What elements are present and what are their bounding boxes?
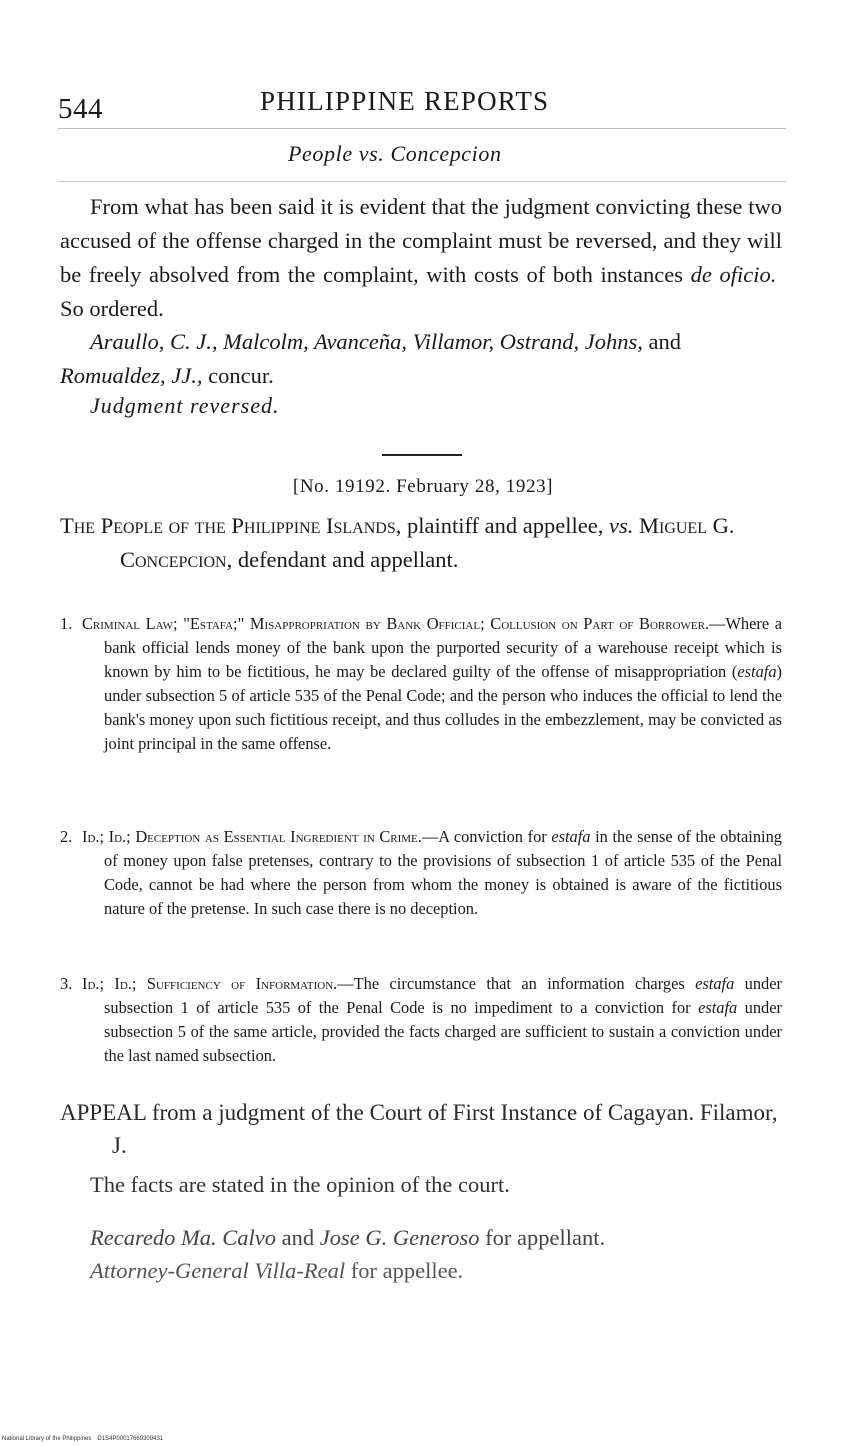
footer-id: D1S4P00017669309431 <box>97 1436 164 1442</box>
judgment-reversed: Judgment reversed. <box>90 393 280 418</box>
concur-last: Romualdez, JJ., <box>60 363 203 388</box>
syllabus-heading: Criminal Law; "Estafa;" Misappropriation by Bank Official; Collusion on Part of Borrower. <box>82 614 710 633</box>
concurrence <box>60 325 782 393</box>
appellant-counsel-1: Recaredo Ma. Calvo <box>90 1225 276 1250</box>
appellant-counsel-2: Jose G. Generoso <box>319 1225 480 1250</box>
plaintiff-role: plaintiff and appellee, <box>406 513 604 538</box>
syllabus-italic: estafa <box>551 827 591 846</box>
facts-line: The facts are stated in the opinion of the court. <box>90 1172 510 1197</box>
syllabus-number: 3. <box>60 974 73 993</box>
conclusion-italic: de oficio. <box>690 262 777 287</box>
versus: vs. <box>608 513 634 538</box>
case-parties <box>60 509 782 577</box>
conclusion-paragraph <box>60 190 782 326</box>
page-number: 544 <box>58 93 103 125</box>
appellant-role: for appellant. <box>485 1225 606 1250</box>
syllabus-text-end: under subsection 5 of the same article, provided the facts charged are sufficient to sustain a conviction under the last named subsection. <box>104 998 782 1065</box>
syllabus-text-mid: under subsection 1 of article 535 of the Penal Code is no impediment to a conviction for <box>104 974 782 1017</box>
conclusion-text: From what has been said it is evident that the judgment convicting these two accused of the offense charged in the complaint must be reversed, and they will be freely absolved from the complaint, with costs of both instances <box>60 194 782 287</box>
syllabus-item <box>60 972 782 1068</box>
concur-and: and <box>648 329 682 354</box>
syllabus-italic: estafa <box>695 974 735 993</box>
defendant-name: Miguel G. Concepcion, <box>120 513 735 572</box>
appellant-and: and <box>281 1225 315 1250</box>
case-title-rule <box>58 181 786 182</box>
syllabus-text: —A conviction for <box>421 827 547 846</box>
syllabus-text-end: ) under subsection 5 of article 535 of the Penal Code; and the person who induces the official to lend the bank's money upon such fictitious receipt, and thus colludes in the embezzlement, may be convicted as joint principal in the same offense. <box>104 662 782 753</box>
footer-library: National Library of the Philippines <box>2 1436 92 1442</box>
running-title: PHILIPPINE REPORTS <box>260 86 550 116</box>
appeal-text: from a judgment of the Court of First Instance of Cagayan. Filamor, J. <box>112 1100 778 1158</box>
appeal-lead: APPEAL <box>60 1100 147 1125</box>
syllabus-item <box>60 612 782 756</box>
concur-justices: Araullo, C. J., Malcolm, Avanceña, Villamor, Ostrand, Johns, <box>90 329 643 354</box>
so-ordered: So ordered. <box>60 296 164 321</box>
case-separator-rule <box>382 454 462 456</box>
scan-footer <box>2 1436 169 1442</box>
appeal-line <box>60 1096 782 1162</box>
appellee-counsel: Attorney-General Villa-Real <box>90 1258 346 1283</box>
counsel-appellant <box>90 1225 605 1251</box>
syllabus-italic: estafa <box>737 662 777 681</box>
docket-line: [No. 19192. February 28, 1923] <box>292 476 554 497</box>
counsel-appellee <box>90 1258 463 1284</box>
syllabus-item <box>60 825 782 921</box>
concur-word: concur. <box>208 363 274 388</box>
syllabus-italic-2: estafa <box>698 998 738 1017</box>
header-rule <box>58 128 786 129</box>
syllabus-text: —Where a bank official lends money of the bank upon the purported security of a warehouse receipt which is known by him to be fictitious, he may be declared guilty of the offense of misappropriation ( <box>104 614 782 681</box>
defendant-role: defendant and appellant. <box>237 547 459 572</box>
case-title: People vs. Concepcion <box>288 141 502 166</box>
appellee-role: for appellee. <box>350 1258 464 1283</box>
syllabus-number: 2. <box>60 827 73 846</box>
syllabus-text: —The circumstance that an information charges <box>337 974 685 993</box>
syllabus-text-end: in the sense of the obtaining of money upon false pretenses, contrary to the provisions of subsection 1 of article 535 of the Penal Code, cannot be had where the person from whom the money is obtained is aware of the fictitious nature of the pretense. In such case there is no deception. <box>104 827 782 918</box>
syllabus-heading: Id.; Id.; Sufficiency of Information. <box>82 974 338 993</box>
plaintiff-name: The People of the Philippine Islands, <box>60 513 402 538</box>
syllabus-heading: Id.; Id.; Deception as Essential Ingredient in Crime. <box>82 827 422 846</box>
syllabus-number: 1. <box>60 614 73 633</box>
